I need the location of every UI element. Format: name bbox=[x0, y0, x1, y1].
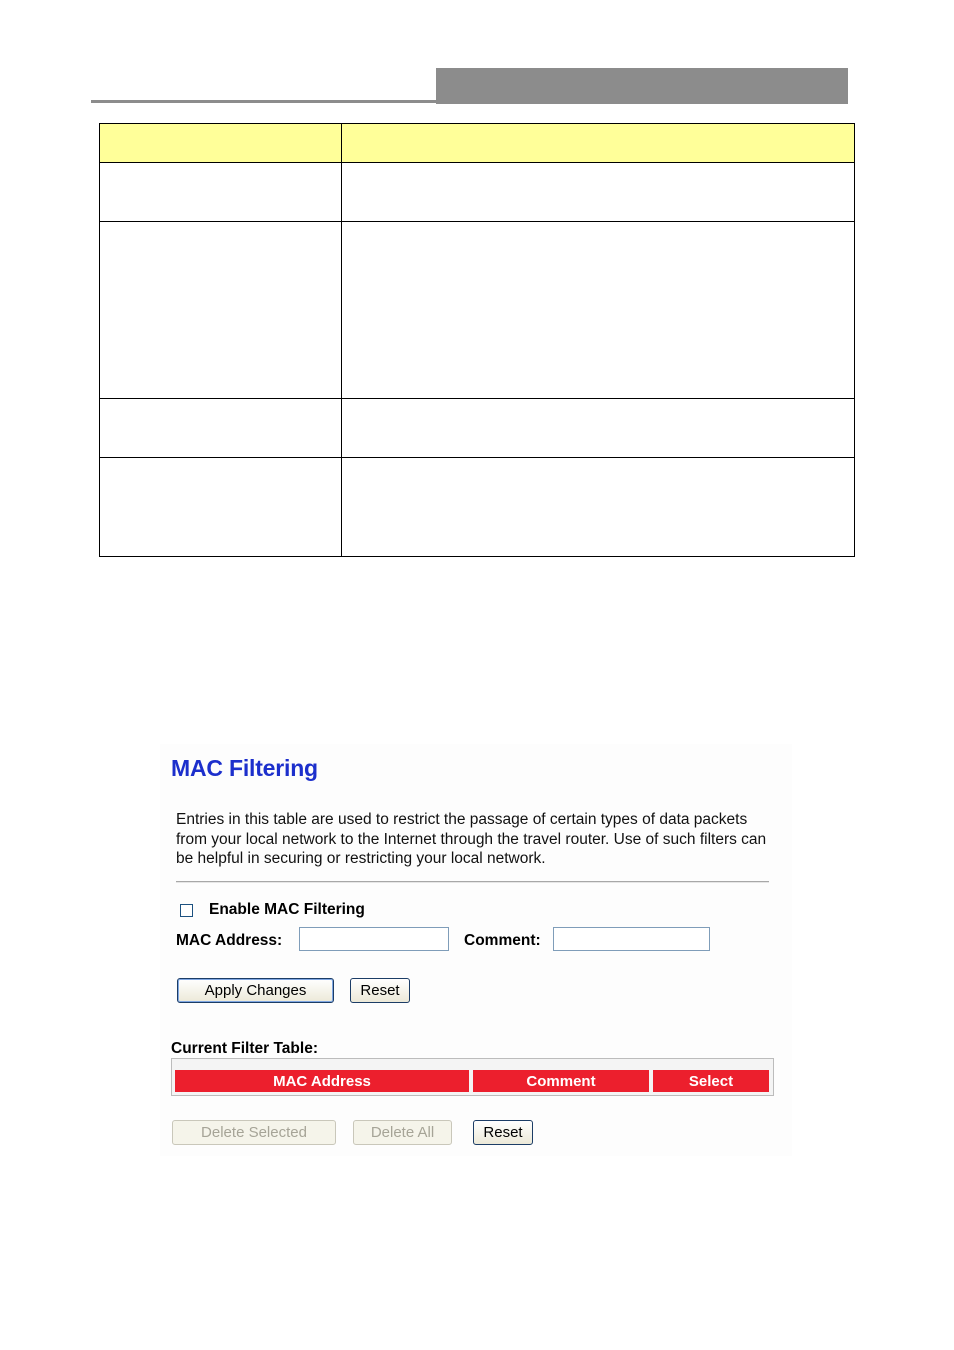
reset-button[interactable]: Reset bbox=[350, 978, 410, 1003]
apply-changes-button[interactable]: Apply Changes bbox=[177, 978, 334, 1003]
table-reset-button[interactable]: Reset bbox=[473, 1120, 533, 1145]
column-header-comment: Comment bbox=[473, 1070, 649, 1092]
delete-all-button[interactable]: Delete All bbox=[353, 1120, 452, 1145]
mac-address-input[interactable] bbox=[299, 927, 449, 951]
page-header-bar bbox=[436, 68, 848, 104]
enable-mac-filtering-row bbox=[180, 900, 365, 920]
spec-header-cell bbox=[342, 124, 855, 163]
spec-cell bbox=[100, 222, 342, 399]
spec-cell bbox=[342, 163, 855, 222]
spec-table-row bbox=[100, 399, 855, 458]
spec-table-row bbox=[100, 458, 855, 557]
column-header-select: Select bbox=[653, 1070, 769, 1092]
comment-input[interactable] bbox=[553, 927, 710, 951]
enable-mac-filtering-label: Enable MAC Filtering bbox=[209, 901, 365, 918]
spec-table-row bbox=[100, 222, 855, 399]
spec-header-cell bbox=[100, 124, 342, 163]
column-header-mac-address: MAC Address bbox=[175, 1070, 469, 1092]
spec-cell bbox=[100, 163, 342, 222]
spec-cell bbox=[100, 399, 342, 458]
mac-address-label: MAC Address: bbox=[176, 932, 283, 949]
spec-table bbox=[99, 123, 855, 557]
current-filter-table-label: Current Filter Table: bbox=[171, 1040, 318, 1057]
current-filter-table bbox=[171, 1058, 774, 1096]
comment-label: Comment: bbox=[464, 932, 541, 949]
spec-cell bbox=[342, 222, 855, 399]
spec-cell bbox=[342, 458, 855, 557]
spec-table-header-row bbox=[100, 124, 855, 163]
page-description: Entries in this table are used to restrict the passage of certain types of data packets from your local network to the Internet through the travel router. Use of such filters can be helpful in securing or restricting your local network. bbox=[176, 811, 767, 867]
mac-filtering-panel bbox=[160, 744, 792, 1156]
spec-cell bbox=[100, 458, 342, 557]
spec-cell bbox=[342, 399, 855, 458]
delete-selected-button[interactable]: Delete Selected bbox=[172, 1120, 336, 1145]
page-header-line bbox=[91, 100, 437, 103]
enable-mac-filtering-checkbox[interactable] bbox=[180, 904, 193, 917]
divider bbox=[176, 881, 769, 883]
page-title: MAC Filtering bbox=[171, 755, 318, 781]
spec-table-row bbox=[100, 163, 855, 222]
